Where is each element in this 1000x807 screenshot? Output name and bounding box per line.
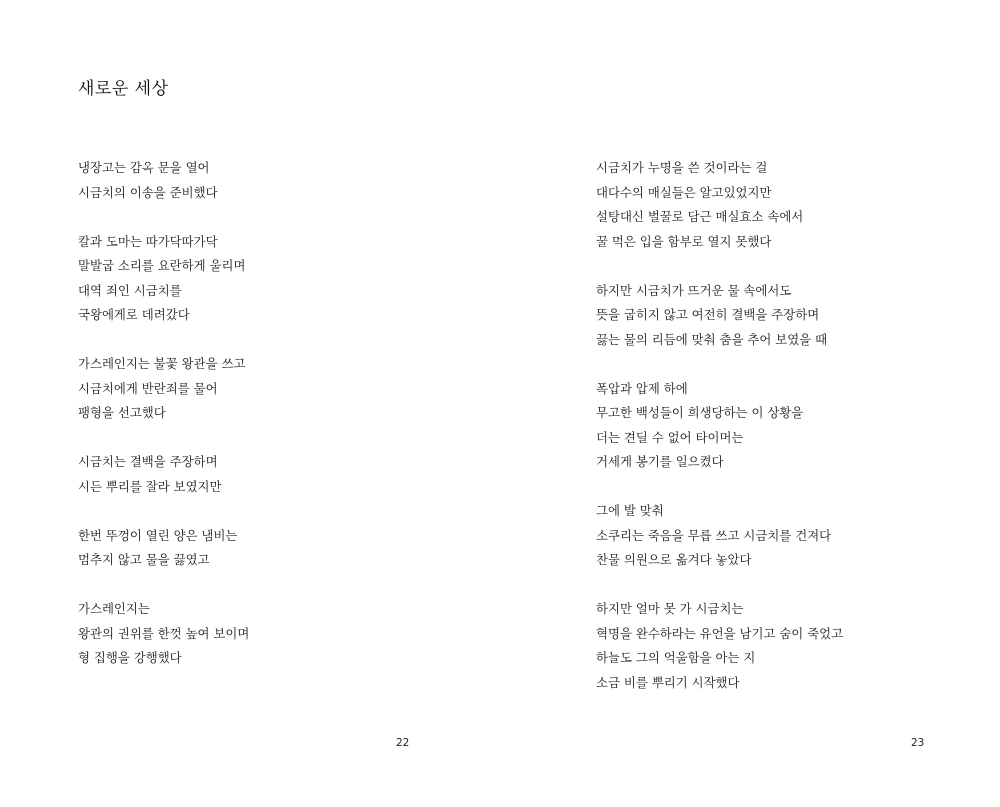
poem-line: 시금치의 이송을 준비했다 xyxy=(78,184,218,200)
poem-line: 설탕대신 벌꿀로 담근 매실효소 속에서 xyxy=(596,209,804,224)
poem-line: 찬물 의원으로 옮겨다 놓았다 xyxy=(596,552,752,567)
page-number-right: 23 xyxy=(911,737,925,749)
poem-line: 국왕에게로 데려갔다 xyxy=(78,307,190,322)
poem-line: 말발굽 소리를 요란하게 울리며 xyxy=(78,258,246,273)
poem-line: 무고한 백성들이 희생당하는 이 상황을 xyxy=(596,405,804,420)
poem-line: 그에 발 맞춰 xyxy=(596,503,664,518)
poem-line: 팽형을 선고했다 xyxy=(78,405,166,420)
left-poem-body xyxy=(78,156,249,671)
poem-line: 혁명을 완수하라는 유언을 남기고 숨이 죽었고 xyxy=(596,625,844,641)
poem-line: 대다수의 매실들은 알고있었지만 xyxy=(596,184,772,200)
poem-line: 칼과 도마는 따가닥따가닥 xyxy=(78,233,218,249)
poem-line: 소금 비를 뿌리기 시작했다 xyxy=(596,674,740,690)
poem-line: 멈추지 않고 물을 끓였고 xyxy=(78,552,210,567)
poem-line: 시금치가 누명을 쓴 것이라는 걸 xyxy=(596,160,768,175)
poem-line: 소쿠리는 죽음을 무릅 쓰고 시금치를 건져다 xyxy=(596,527,832,543)
poem-title: 새로운 세상 xyxy=(78,79,169,99)
poem-line: 시금치는 결백을 주장하며 xyxy=(78,454,218,469)
stanza xyxy=(78,450,249,499)
stanza xyxy=(78,352,249,426)
poem-line: 대역 죄인 시금치를 xyxy=(78,282,182,298)
stanza xyxy=(596,499,843,573)
page-number-left: 22 xyxy=(396,737,410,749)
stanza xyxy=(78,230,249,328)
poem-line: 꿀 먹은 입을 함부로 열지 못했다 xyxy=(596,233,772,249)
poem-line: 가스레인지는 불꽃 왕관을 쓰고 xyxy=(78,356,246,371)
poem-line: 시든 뿌리를 잘라 보였지만 xyxy=(78,478,222,494)
poem-line: 더는 견딜 수 없어 타이머는 xyxy=(596,429,744,445)
poem-line: 폭압과 압제 하에 xyxy=(596,380,688,396)
stanza xyxy=(78,156,249,205)
stanza xyxy=(78,524,249,573)
right-poem-body xyxy=(596,156,843,695)
poem-line: 왕관의 권위를 한껏 높여 보이며 xyxy=(78,625,250,641)
poem-line: 하지만 시금치가 뜨거운 물 속에서도 xyxy=(596,282,792,298)
stanza xyxy=(596,156,843,254)
poem-line: 거세게 봉기를 일으켰다 xyxy=(596,454,724,469)
poem-line: 형 집행을 강행했다 xyxy=(78,650,182,665)
poem-line: 시금치에게 반란죄를 물어 xyxy=(78,380,218,396)
poem-line: 하늘도 그의 억울함을 아는 지 xyxy=(596,650,756,665)
poem-line: 뜻을 굽히지 않고 여전히 결백을 주장하며 xyxy=(596,307,820,322)
stanza xyxy=(78,597,249,671)
stanza xyxy=(596,279,843,353)
stanza xyxy=(596,377,843,475)
poem-line: 한번 뚜껑이 열린 양은 냄비는 xyxy=(78,527,238,543)
poem-line: 냉장고는 감옥 문을 열어 xyxy=(78,160,210,175)
poem-line: 끓는 물의 리듬에 맞춰 춤을 추어 보였을 때 xyxy=(596,331,828,347)
poem-line: 하지만 얼마 못 가 시금치는 xyxy=(596,601,744,616)
poem-line: 가스레인지는 xyxy=(78,601,150,616)
stanza xyxy=(596,597,843,695)
